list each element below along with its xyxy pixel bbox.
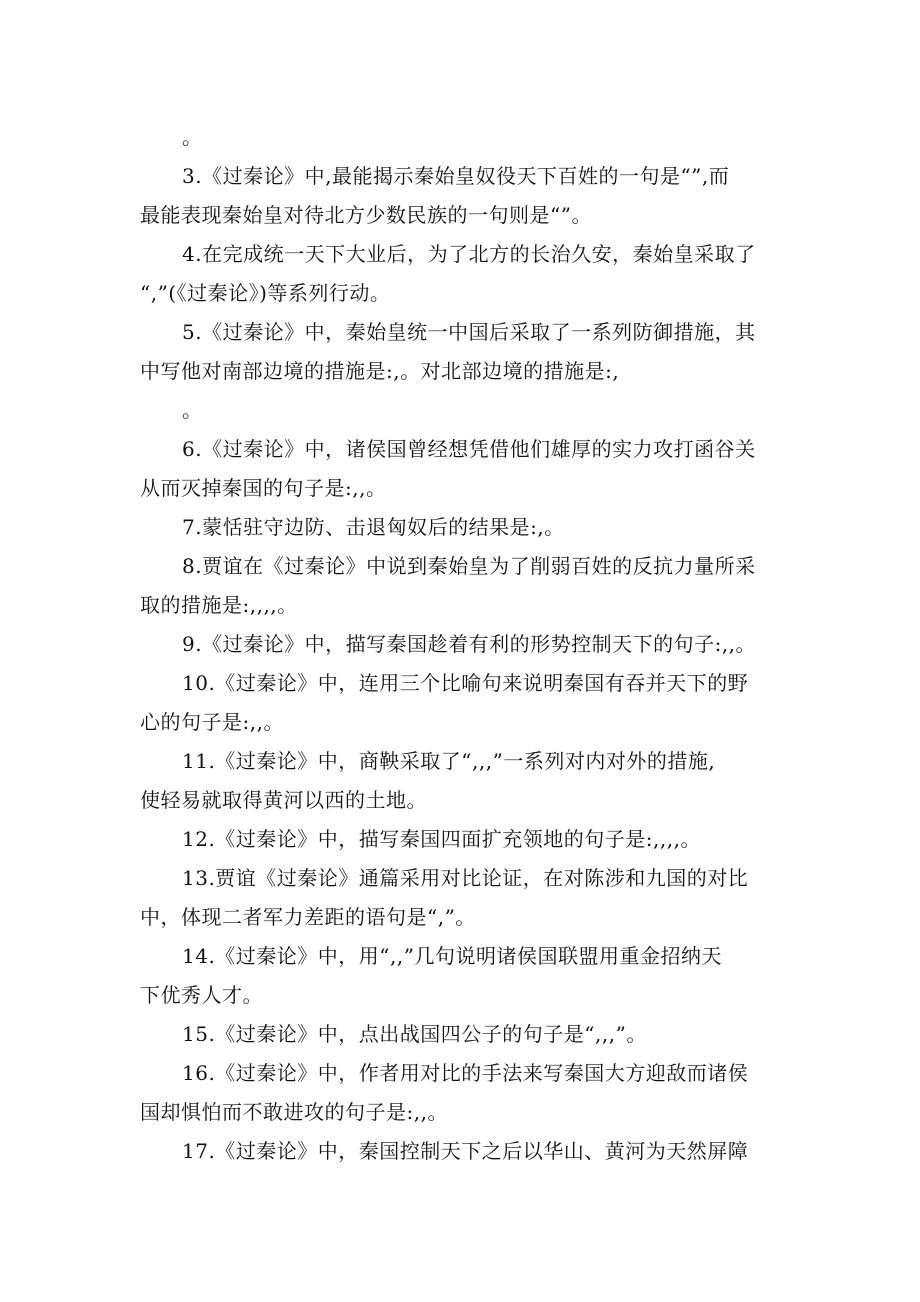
text-line: 4.在完成统一天下大业后，为了北方的长治久安，秦始皇采取了 xyxy=(182,242,756,266)
text-line: 国却惧怕而不敢进攻的句子是:,,。 xyxy=(140,1100,448,1124)
document-body xyxy=(140,118,785,1171)
text-line: 7.蒙恬驻守边防、击退匈奴后的结果是:,。 xyxy=(182,515,565,539)
text-line: 从而灭掉秦国的句子是:,,。 xyxy=(140,476,387,500)
text-line: 11.《过秦论》中，商鞅采取了“,,,”一系列对内对外的措施, xyxy=(182,749,716,773)
text-line: 。 xyxy=(182,398,203,422)
text-line: 15.《过秦论》中，点出战国四公子的句子是“,,,”。 xyxy=(182,1022,647,1046)
text-line: 最能表现秦始皇对待北方少数民族的一句则是“”。 xyxy=(140,203,592,227)
text-line: 14.《过秦论》中，用“,,”几句说明诸侯国联盟用重金招纳天 xyxy=(182,944,722,968)
text-line: 17.《过秦论》中，秦国控制天下之后以华山、黄河为天然屏障 xyxy=(182,1139,749,1163)
text-line: 取的措施是:,,,,。 xyxy=(140,593,298,617)
text-line: 13.贾谊《过秦论》通篇采用对比论证，在对陈涉和九国的对比 xyxy=(182,866,749,890)
text-line: 下优秀人才。 xyxy=(140,983,263,1007)
text-line: 使轻易就取得黄河以西的土地。 xyxy=(140,788,427,812)
text-line: 中，体现二者军力差距的语句是“,”。 xyxy=(140,905,476,929)
text-line: “,”(《过秦论》)等系列行动。 xyxy=(140,281,391,305)
text-line: 16.《过秦论》中，作者用对比的手法来写秦国大方迎敌而诸侯 xyxy=(182,1061,749,1085)
text-line: 12.《过秦论》中，描写秦国四面扩充领地的句子是:,,,,。 xyxy=(182,827,701,851)
text-line: 10.《过秦论》中，连用三个比喻句来说明秦国有吞并天下的野 xyxy=(182,671,749,695)
text-line: 3.《过秦论》中,最能揭示秦始皇奴役天下百姓的一句是“”,而 xyxy=(182,164,730,188)
text-line: 9.《过秦论》中，描写秦国趁着有利的形势控制天下的句子:,,。 xyxy=(182,632,757,656)
text-line: 中写他对南部边境的措施是:,。对北部边境的措施是:, xyxy=(140,359,620,383)
text-line: 5.《过秦论》中，秦始皇统一中国后采取了一系列防御措施，其 xyxy=(182,320,756,344)
text-line: 6.《过秦论》中，诸侯国曾经想凭借他们雄厚的实力攻打函谷关 xyxy=(182,437,756,461)
text-line: 心的句子是:,,。 xyxy=(140,710,284,734)
text-line: 8.贾谊在《过秦论》中说到秦始皇为了削弱百姓的反抗力量所采 xyxy=(182,554,756,578)
text-line: 。 xyxy=(182,125,203,149)
